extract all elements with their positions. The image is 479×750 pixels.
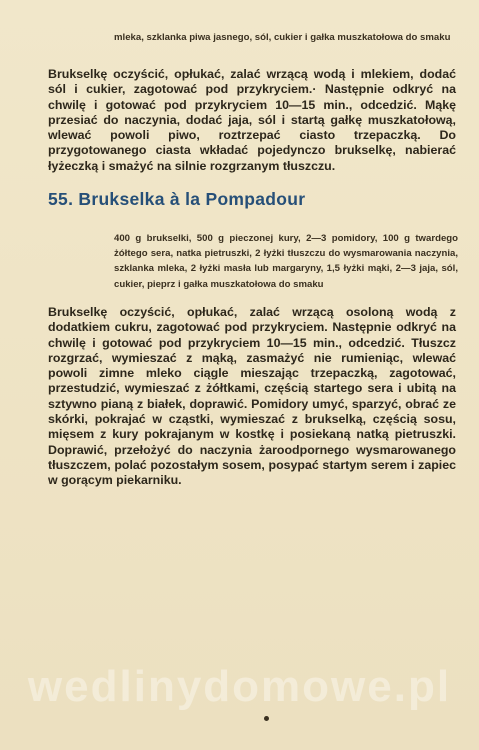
recipe-title: 55. Brukselka à la Pompadour bbox=[48, 189, 306, 209]
paragraph-1: Brukselkę oczyścić, opłukać, zalać wrzącą wodą i mlekiem, dodać sól i cukier, zagotować pod przykryciem.· Następnie odkryć na chwilę i gotować pod przykryciem 10—15 min., odcedzić. Mąkę przesiać do naczynia, dodać jaja, sól i startą gałkę muszkatołową, wlewać powoli piwo, roztrzepać ciasto trzepaczką. Do przygotowanego ciasta wkładać pojedynczo brukselkę, nabierać łyżeczką i smażyć na silnie rozgrzanym tłuszczu. bbox=[48, 67, 456, 173]
recipe-ingredients: 400 g brukselki, 500 g pieczonej kury, 2—3 pomidory, 100 g twardego żółtego sera, natka pietruszki, 2 łyżki tłuszczu do wysmarowania naczynia, szklanka mleka, 2 łyżki masła lub margaryny, 1,5 łyżki mąki, 2—3 jaja, sól, cukier, pieprz i gałka muszkatołowa do smaku bbox=[114, 233, 458, 290]
paragraph-2: Brukselkę oczyścić, opłukać, zalać wrzącą osoloną wodą z dodatkiem cukru, zagotować pod przykryciem. Następnie odkryć na chwilę i gotować pod przykryciem 10—15 min., odcedzić. Tłuszcz rozgrzać, wymieszać z mąką, zasmażyć nie rumieniąc, wlewać powoli zimne mleko ciągle mieszając trzepaczką, zagotować, przestudzić, wymieszać z żółtkami, częścią startego sera i ubitą na sztywno pianą z białek, doprawić. Pomidory umyć, sparzyć, obrać ze skórki, pokrajać w cząstki, wymieszać z brukselką, częścią sosu, mięsem z kury pokrajanym w kostkę i posiekaną natką pietruszki. Doprawić, przełożyć do naczynia żaroodpornego wysmarowanego tłuszczem, polać pozostałym sosem, posypać startym serem i zapiec w gorącym piekarniku. bbox=[48, 305, 456, 488]
page-dot bbox=[264, 716, 269, 721]
watermark: wedlinydomowe.pl bbox=[27, 662, 452, 711]
ingredients-top: mleka, szklanka piwa jasnego, sól, cukier i gałka muszkatołowa do smaku bbox=[114, 32, 451, 43]
